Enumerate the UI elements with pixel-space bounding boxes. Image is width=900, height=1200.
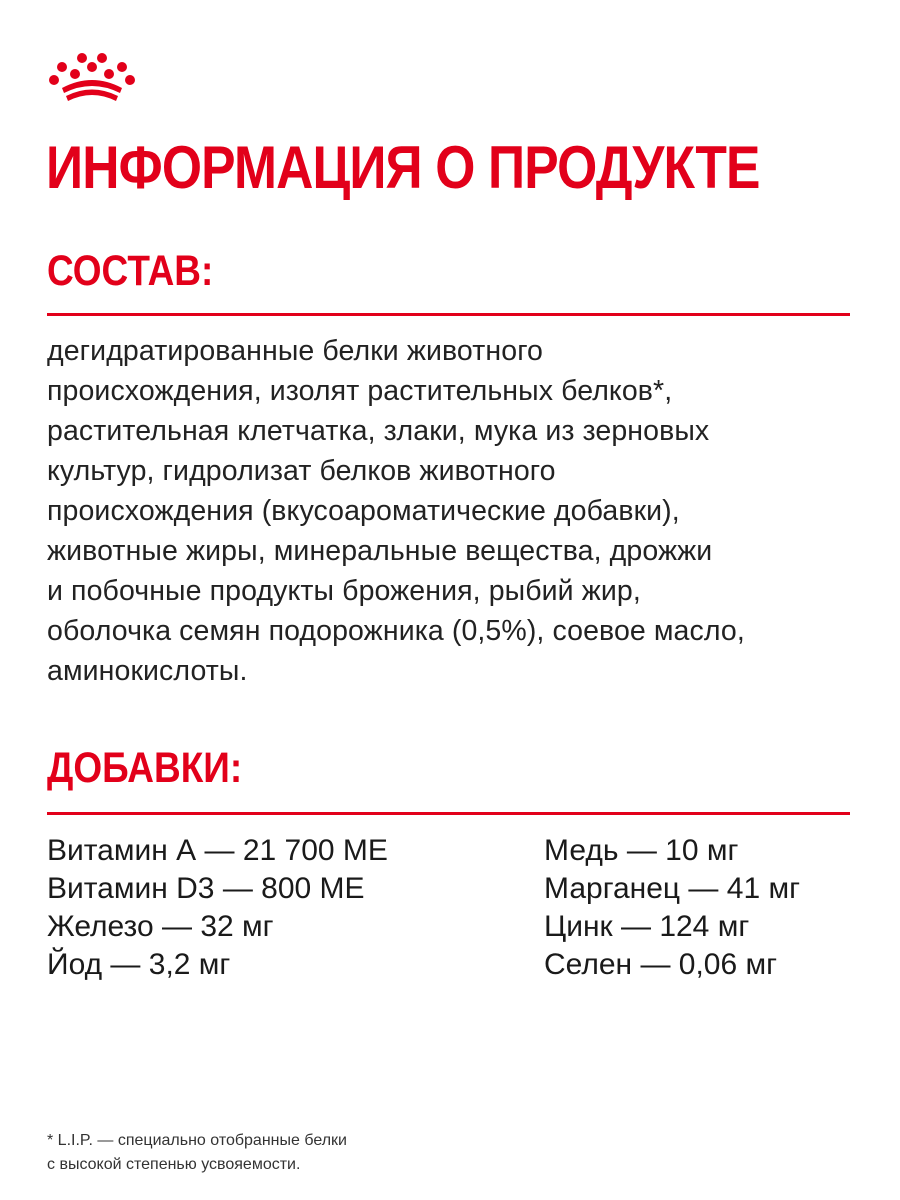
- composition-line: животные жиры, минеральные вещества, дрожжи: [47, 535, 713, 567]
- composition-line: оболочка семян подорожника (0,5%), соевое масло,: [47, 615, 745, 647]
- additive-item: Витамин А — 21 700 МЕ: [47, 834, 388, 867]
- footnote-line: * L.I.P. — специально отобранные белки: [47, 1132, 347, 1149]
- footnote-line: с высокой степенью усвояемости.: [47, 1156, 301, 1173]
- composition-line: растительная клетчатка, злаки, мука из зерновых: [47, 415, 710, 447]
- composition-line: и побочные продукты брожения, рыбий жир,: [47, 575, 641, 607]
- royal-crown-logo: [48, 50, 136, 102]
- page-title: ИНФОРМАЦИЯ О ПРОДУКТЕ: [46, 134, 760, 201]
- composition-line: происхождения (вкусоароматические добавки),: [47, 495, 680, 527]
- composition-line: происхождения, изолят растительных белков*,: [47, 375, 673, 407]
- footnote: [47, 1129, 347, 1177]
- additive-item: Селен — 0,06 мг: [544, 948, 778, 981]
- additives-heading: ДОБАВКИ:: [47, 744, 243, 792]
- additives-divider: [47, 812, 850, 815]
- additive-item: Йод — 3,2 мг: [47, 948, 231, 981]
- additive-item: Марганец — 41 мг: [544, 872, 801, 905]
- additive-item: Медь — 10 мг: [544, 834, 739, 867]
- additives-list-left: [47, 832, 388, 984]
- additives-list-right: [544, 832, 800, 984]
- additive-item: Железо — 32 мг: [47, 910, 274, 943]
- composition-line: культур, гидролизат белков животного: [47, 455, 556, 487]
- composition-heading: СОСТАВ:: [47, 247, 214, 295]
- additive-item: Витамин D3 — 800 МЕ: [47, 872, 365, 905]
- additive-item: Цинк — 124 мг: [544, 910, 750, 943]
- composition-text: [47, 331, 847, 691]
- composition-line: аминокислоты.: [47, 655, 248, 687]
- composition-divider: [47, 313, 850, 316]
- composition-line: дегидратированные белки животного: [47, 335, 544, 367]
